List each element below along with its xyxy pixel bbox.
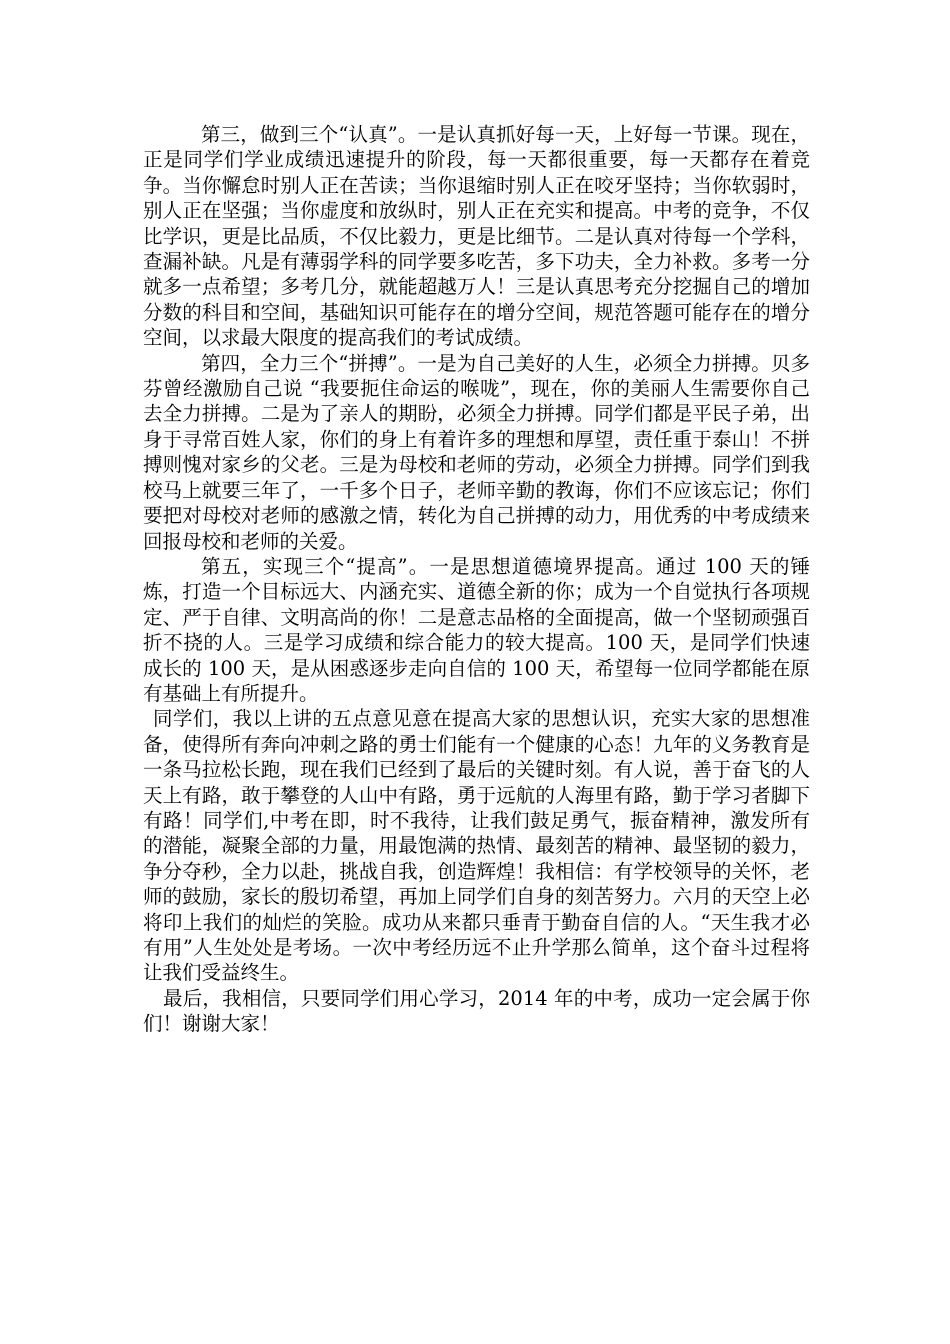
paragraph-closing: 最后，我相信，只要同学们用心学习，2014 年的中考，成功一定会属于你们！谢谢大家！ bbox=[143, 986, 810, 1036]
paragraph-fourth: 第四，全力三个“拼搏”。一是为自己美好的人生，必须全力拼搏。贝多芬曾经激励自己说 “我要扼住命运的喉咙”，现在，你的美丽人生需要你自己去全力拼搏。二是为了亲人的期盼，必须全力拼搏。同学们都是平民子弟，出身于寻常百姓人家，你们的身上有着许多的理想和厚望，责任重于泰山！不拼搏则愧对家乡的父老。三是为母校和老师的劳动，必须全力拼搏。同学们到我校马上就要三年了，一千多个日子，老师辛勤的教诲，你们不应该忘记；你们要把对母校对老师的感激之情，转化为自己拼搏的动力，用优秀的中考成绩来回报母校和老师的关爱。 bbox=[143, 351, 810, 553]
paragraph-summary: 同学们，我以上讲的五点意见意在提高大家的思想认识，充实大家的思想准备，使得所有奔向冲刺之路的勇士们能有一个健康的心态！九年的义务教育是一条马拉松长跑，现在我们已经到了最后的关键时刻。有人说，善于奋飞的人天上有路，敢于攀登的人山中有路，勇于远航的人海里有路，勤于学习者脚下有路！同学们,中考在即，时不我待，让我们鼓足勇气，振奋精神，激发所有的潜能，凝聚全部的力量，用最饱满的热情、最刻苦的精神、最坚韧的毅力，争分夺秒，全力以赴，挑战自我，创造辉煌！我相信：有学校领导的关怀，老师的鼓励，家长的殷切希望，再加上同学们自身的刻苦努力。六月的天空上必将印上我们的灿烂的笑脸。成功从来都只垂青于勤奋自信的人。“天生我才必有用”人生处处是考场。一次中考经历远不止升学那么简单，这个奋斗过程将让我们受益终生。 bbox=[143, 707, 810, 985]
document-page bbox=[143, 122, 810, 1037]
paragraph-third: 第三，做到三个“认真”。一是认真抓好每一天，上好每一节课。现在，正是同学们学业成绩迅速提升的阶段，每一天都很重要，每一天都存在着竞争。当你懈怠时别人正在苦读；当你退缩时别人正在咬牙坚持；当你软弱时，别人正在坚强；当你虚度和放纵时，别人正在充实和提高。中考的竞争，不仅比学识，更是比品质，不仅比毅力，更是比细节。二是认真对待每一个学科，查漏补缺。凡是有薄弱学科的同学要多吃苦，多下功夫，全力补救。多考一分就多一点希望；多考几分，就能超越万人！三是认真思考充分挖掘自己的增加分数的科目和空间，基础知识可能存在的增分空间，规范答题可能存在的增分空间，以求最大限度的提高我们的考试成绩。 bbox=[143, 123, 810, 350]
paragraph-fifth: 第五，实现三个“提高”。一是思想道德境界提高。通过 100 天的锤炼，打造一个目标远大、内涵充实、道德全新的你；成为一个自觉执行各项规定、严于自律、文明高尚的你！二是意志品格的全面提高，做一个坚韧顽强百折不挠的人。三是学习成绩和综合能力的较大提高。100 天，是同学们快速成长的 100 天，是从困惑逐步走向自信的 100 天，希望每一位同学都能在原有基础上有所提升。 bbox=[143, 554, 810, 705]
